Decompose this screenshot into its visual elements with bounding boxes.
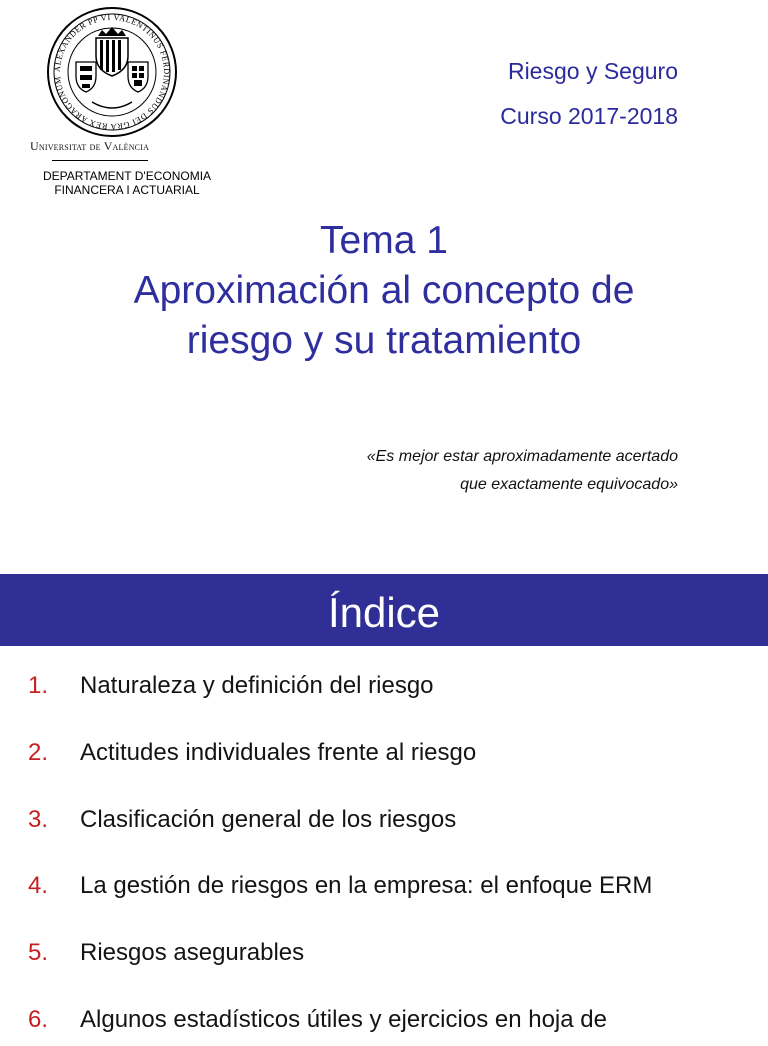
item-number: 6. [28, 1006, 49, 1033]
slide-title [0, 216, 768, 366]
item-number: 1. [28, 672, 49, 699]
course-name: Riesgo y Seguro [507, 58, 678, 84]
item-number: 4. [28, 872, 49, 899]
item-number: 5. [28, 939, 49, 966]
item-text: Riesgos asegurables [80, 939, 305, 966]
university-seal-logo [46, 6, 178, 138]
item-text: Algunos estadísticos útiles y ejercicios en hoja de [80, 1006, 607, 1033]
list-item [0, 672, 768, 712]
quote [367, 443, 678, 499]
course-year: Curso 2017-2018 [500, 103, 678, 129]
item-text: Naturaleza y definición del riesgo [80, 672, 434, 699]
item-text: Actitudes individuales frente al riesgo [80, 739, 477, 766]
title-line-3: riesgo y su tratamiento [186, 319, 582, 362]
list-item [0, 806, 768, 846]
department-line-1: DEPARTAMENT D'ECONOMIA [42, 169, 212, 183]
item-text: Clasificación general de los riesgos [80, 806, 457, 833]
list-item [0, 1006, 768, 1046]
divider [52, 160, 148, 161]
item-number: 3. [28, 806, 49, 833]
title-line-2: Aproximación al concepto de [133, 269, 635, 312]
quote-line-2: que exactamente equivocado» [460, 476, 678, 493]
department-line-2: FINANCERA I ACTUARIAL [54, 183, 200, 197]
quote-line-1: «Es mejor estar aproximadamente acertado [366, 448, 678, 465]
title-line-1: Tema 1 [320, 219, 448, 262]
svg-text:ALEXANDER PP VI VALENTINUS FER: ALEXANDER PP VI VALENTINUS FERDINANDUS DEI GRA REX ARAGONUM [52, 12, 172, 132]
department-name [12, 169, 242, 197]
index-title-bar [0, 574, 768, 646]
list-item [0, 739, 768, 779]
list-item [0, 939, 768, 979]
list-item [0, 872, 768, 912]
item-text: La gestión de riesgos en la empresa: el enfoque ERM [80, 872, 653, 899]
index-title: Índice [327, 589, 441, 636]
item-number: 2. [28, 739, 49, 766]
university-name: Universitat de València [30, 139, 150, 153]
